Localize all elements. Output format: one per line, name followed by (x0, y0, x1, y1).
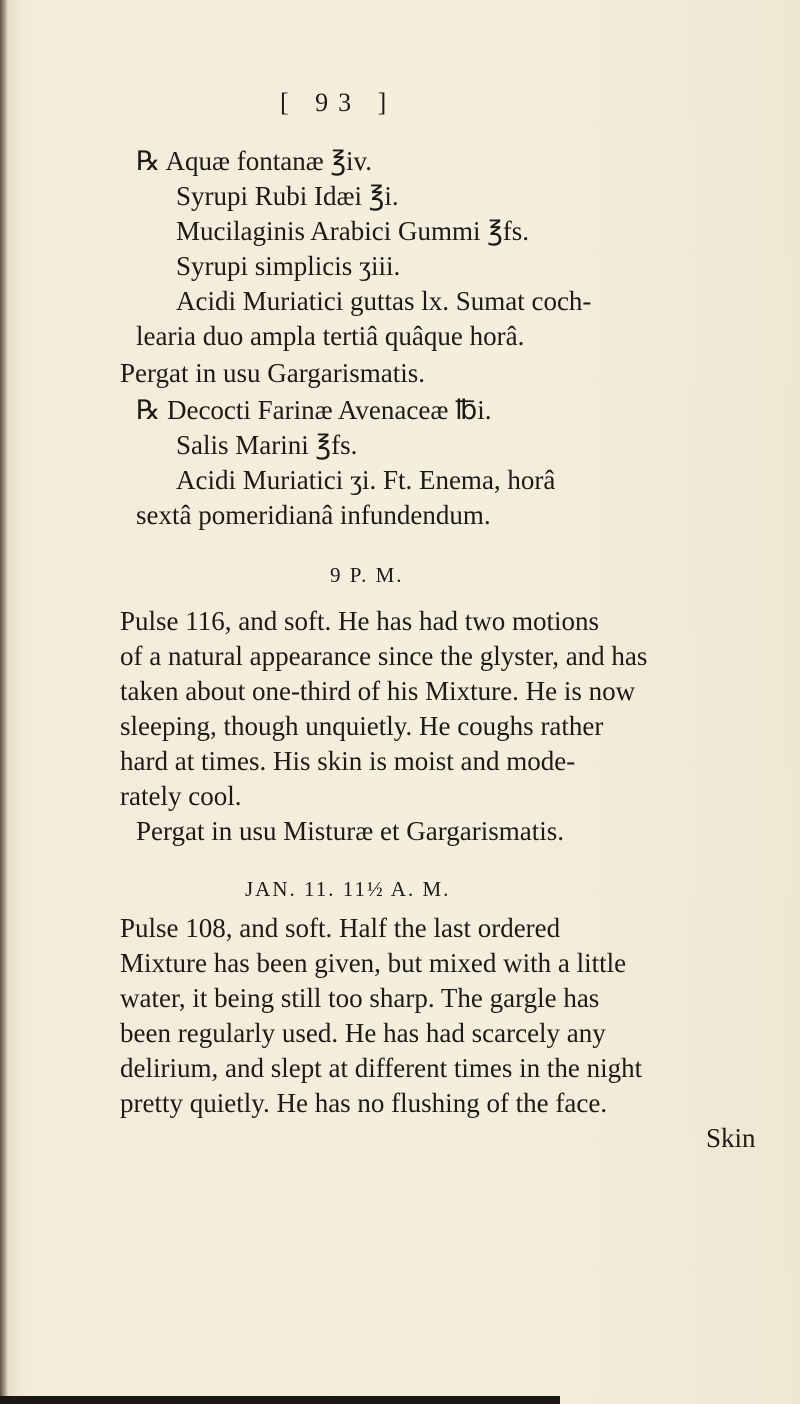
text-line: rately cool. (120, 781, 242, 811)
text-line: delirium, and slept at different times in the night (120, 1053, 643, 1083)
text-line: Mucilaginis Arabici Gummi ℥fs. (176, 216, 530, 246)
text-line: Pulse 108, and soft. Half the last ordered (120, 913, 561, 943)
text-line: hard at times. His skin is moist and mode- (120, 746, 576, 776)
text-line: Syrupi Rubi Idæi ℥i. (176, 181, 399, 211)
text-line: Mixture has been given, but mixed with a little (120, 948, 627, 978)
text-line: learia duo ampla tertiâ quâque horâ. (136, 321, 525, 351)
text-line: been regularly used. He has had scarcely any (120, 1018, 606, 1048)
bottom-shadow-edge (0, 1396, 560, 1404)
time-heading: 9 P. M. (330, 563, 404, 587)
text-line: taken about one-third of his Mixture. He is now (120, 676, 636, 706)
text-line: sextâ pomeridianâ infundendum. (136, 500, 491, 530)
text-line: pretty quietly. He has no flushing of the face. (120, 1088, 608, 1118)
catchword: Skin (706, 1123, 756, 1153)
text-line: ℞ Aquæ fontanæ ℥iv. (136, 146, 373, 176)
text-line: ℞ Decocti Farinæ Avenaceæ ℔i. (136, 395, 492, 425)
text-line: Salis Marini ℥fs. (176, 430, 358, 460)
date-heading: JAN. 11. 11½ A. M. (245, 877, 451, 901)
text-line: of a natural appearance since the glyster, and has (120, 641, 648, 671)
text-line: Pergat in usu Gargarismatis. (120, 358, 425, 388)
text-line: Acidi Muriatici ʒi. Ft. Enema, horâ (176, 465, 556, 495)
text-line: Pulse 116, and soft. He has had two motions (120, 606, 599, 636)
text-line: Pergat in usu Misturæ et Gargarismatis. (136, 816, 564, 846)
page-binding-edge (0, 0, 8, 1404)
text-line: Syrupi simplicis ʒiii. (176, 251, 401, 281)
text-line: Acidi Muriatici guttas lx. Sumat coch- (176, 286, 592, 316)
text-line: sleeping, though unquietly. He coughs rather (120, 711, 604, 741)
text-line: water, it being still too sharp. The gargle has (120, 983, 600, 1013)
page-number: [ 93 ] (280, 88, 397, 117)
